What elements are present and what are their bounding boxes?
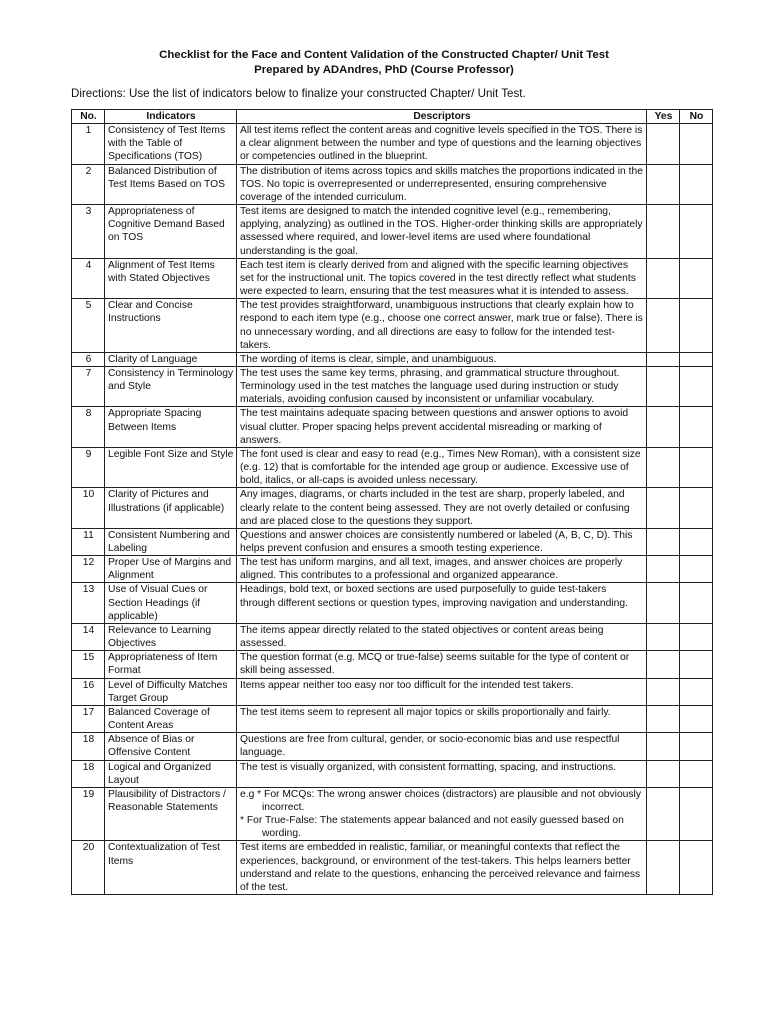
item-number: 11	[72, 528, 105, 555]
descriptor-cell: The question format (e.g. MCQ or true-false) seems suitable for the type of content or skill being assessed.	[237, 651, 647, 678]
table-row	[72, 678, 713, 705]
table-row	[72, 124, 713, 164]
table-row	[72, 488, 713, 528]
item-number: 20	[72, 841, 105, 895]
item-number: 18	[72, 733, 105, 760]
descriptor-cell: The distribution of items across topics and skills matches the proportions indicated in the TOS. No topic is overrepresented or underrepresented, ensuring comprehensive coverage of the intended curriculum.	[237, 164, 647, 204]
item-number: 2	[72, 164, 105, 204]
yes-checkbox-cell[interactable]	[647, 733, 680, 760]
item-number: 15	[72, 651, 105, 678]
descriptor-cell: All test items reflect the content areas and cognitive levels specified in the TOS. There is a clear alignment between the number and type of questions and the learning objectives or competencies outlined in the blueprint.	[237, 124, 647, 164]
no-checkbox-cell[interactable]	[680, 352, 713, 366]
table-row	[72, 556, 713, 583]
no-checkbox-cell[interactable]	[680, 651, 713, 678]
indicator-cell: Absence of Bias or Offensive Content	[105, 733, 237, 760]
table-row	[72, 352, 713, 366]
yes-checkbox-cell[interactable]	[647, 760, 680, 787]
yes-checkbox-cell[interactable]	[647, 705, 680, 732]
no-checkbox-cell[interactable]	[680, 488, 713, 528]
table-row	[72, 787, 713, 841]
directions-text: Directions: Use the list of indicators below to finalize your constructed Chapter/ Unit Test.	[71, 87, 526, 100]
indicator-cell: Proper Use of Margins and Alignment	[105, 556, 237, 583]
column-header-indicators: Indicators	[105, 110, 237, 124]
descriptor-cell: The test provides straightforward, unambiguous instructions that clearly explain how to respond to each item type (e.g., choose one correct answer, mark true or false). There is no unnecessary wording, and all directions are easy to follow for the intended test-takers.	[237, 299, 647, 353]
table-row	[72, 760, 713, 787]
item-number: 10	[72, 488, 105, 528]
descriptor-cell: Headings, bold text, or boxed sections are used purposefully to guide test-takers through different sections or question types, improving navigation and understanding.	[237, 583, 647, 623]
no-checkbox-cell[interactable]	[680, 124, 713, 164]
indicator-cell: Consistent Numbering and Labeling	[105, 528, 237, 555]
column-header-descriptors: Descriptors	[237, 110, 647, 124]
no-checkbox-cell[interactable]	[680, 733, 713, 760]
descriptor-cell: The test items seem to represent all major topics or skills proportionally and fairly.	[237, 705, 647, 732]
item-number: 18	[72, 760, 105, 787]
item-number: 7	[72, 366, 105, 406]
indicator-cell: Legible Font Size and Style	[105, 447, 237, 487]
yes-checkbox-cell[interactable]	[647, 488, 680, 528]
item-number: 14	[72, 623, 105, 650]
item-number: 6	[72, 352, 105, 366]
item-number: 9	[72, 447, 105, 487]
indicator-cell: Contextualization of Test Items	[105, 841, 237, 895]
item-number: 4	[72, 258, 105, 298]
descriptor-cell: Items appear neither too easy nor too difficult for the intended test takers.	[237, 678, 647, 705]
indicator-cell: Clear and Concise Instructions	[105, 299, 237, 353]
item-number: 17	[72, 705, 105, 732]
descriptor-cell	[237, 787, 647, 841]
table-row	[72, 258, 713, 298]
document-subtitle: Prepared by ADAndres, PhD (Course Professor)	[254, 64, 514, 76]
indicator-cell: Level of Difficulty Matches Target Group	[105, 678, 237, 705]
descriptor-cell: Any images, diagrams, or charts included in the test are sharp, properly labeled, and clearly relate to the content being assessed. They are not overly detailed or confusing and are placed close to the questions they support.	[237, 488, 647, 528]
descriptor-cell: The items appear directly related to the stated objectives or content areas being assessed.	[237, 623, 647, 650]
no-checkbox-cell[interactable]	[680, 760, 713, 787]
item-number: 16	[72, 678, 105, 705]
descriptor-cell: Test items are embedded in realistic, familiar, or meaningful contexts that reflect the experiences, background, or environment of the test-takers. This helps learners better understand and relate to the questions, enhancing the perceived relevance and fairness of the test.	[237, 841, 647, 895]
table-row	[72, 583, 713, 623]
yes-checkbox-cell[interactable]	[647, 787, 680, 841]
descriptor-cell: Each test item is clearly derived from and aligned with the specific learning objectives set for the instructional unit. The topics covered in the test directly reflect what students were expected to learn, ensuring that the test measures what it is intended to assess.	[237, 258, 647, 298]
no-checkbox-cell[interactable]	[680, 299, 713, 353]
table-row	[72, 733, 713, 760]
table-row	[72, 164, 713, 204]
descriptor-true-false-note: * For True-False: The statements appear balanced and not easily guessed based on wording.	[240, 815, 624, 840]
indicator-cell: Balanced Distribution of Test Items Based on TOS	[105, 164, 237, 204]
column-header-yes: Yes	[647, 110, 680, 124]
descriptor-cell: Questions are free from cultural, gender, or socio-economic bias and use respectful language.	[237, 733, 647, 760]
descriptor-cell: The test is visually organized, with consistent formatting, spacing, and instructions.	[237, 760, 647, 787]
indicator-cell: Plausibility of Distractors / Reasonable Statements	[105, 787, 237, 841]
no-checkbox-cell[interactable]	[680, 583, 713, 623]
table-row	[72, 366, 713, 406]
indicator-cell: Appropriate Spacing Between Items	[105, 407, 237, 447]
yes-checkbox-cell[interactable]	[647, 528, 680, 555]
table-row	[72, 205, 713, 259]
table-row	[72, 407, 713, 447]
no-checkbox-cell[interactable]	[680, 678, 713, 705]
yes-checkbox-cell[interactable]	[647, 841, 680, 895]
yes-checkbox-cell[interactable]	[647, 124, 680, 164]
yes-checkbox-cell[interactable]	[647, 407, 680, 447]
checklist-table	[71, 109, 713, 895]
no-checkbox-cell[interactable]	[680, 366, 713, 406]
descriptor-cell: The wording of items is clear, simple, and unambiguous.	[237, 352, 647, 366]
descriptor-mcq-note: e.g * For MCQs: The wrong answer choices (distractors) are plausible and not obviously incorrect.	[240, 788, 641, 813]
item-number: 1	[72, 124, 105, 164]
yes-checkbox-cell[interactable]	[647, 623, 680, 650]
no-checkbox-cell[interactable]	[680, 705, 713, 732]
no-checkbox-cell[interactable]	[680, 841, 713, 895]
item-number: 8	[72, 407, 105, 447]
indicator-cell: Relevance to Learning Objectives	[105, 623, 237, 650]
indicator-cell: Appropriateness of Item Format	[105, 651, 237, 678]
no-checkbox-cell[interactable]	[680, 407, 713, 447]
table-header-row	[72, 110, 713, 124]
no-checkbox-cell[interactable]	[680, 258, 713, 298]
table-row	[72, 447, 713, 487]
descriptor-cell: The test uses the same key terms, phrasing, and grammatical structure throughout. Terminology used in the test matches the language used during instruction or study materials, avoiding confusion caused by inconsistent or unfamiliar vocabulary.	[237, 366, 647, 406]
table-row	[72, 651, 713, 678]
descriptor-cell: Questions and answer choices are consistently numbered or labeled (A, B, C, D). This helps prevent confusion and ensures a smooth testing experience.	[237, 528, 647, 555]
indicator-cell: Clarity of Language	[105, 352, 237, 366]
yes-checkbox-cell[interactable]	[647, 258, 680, 298]
indicator-cell: Use of Visual Cues or Section Headings (if applicable)	[105, 583, 237, 623]
indicator-cell: Consistency in Terminology and Style	[105, 366, 237, 406]
indicator-cell: Logical and Organized Layout	[105, 760, 237, 787]
yes-checkbox-cell[interactable]	[647, 366, 680, 406]
descriptor-cell: The test has uniform margins, and all text, images, and answer choices are properly aligned. This contributes to a professional and organized appearance.	[237, 556, 647, 583]
table-row	[72, 841, 713, 895]
no-checkbox-cell[interactable]	[680, 528, 713, 555]
no-checkbox-cell[interactable]	[680, 623, 713, 650]
table-row	[72, 623, 713, 650]
descriptor-cell: The test maintains adequate spacing between questions and answer options to avoid visual clutter. Proper spacing helps prevent accidental misreading or marking of answers.	[237, 407, 647, 447]
yes-checkbox-cell[interactable]	[647, 352, 680, 366]
descriptor-cell: The font used is clear and easy to read (e.g., Times New Roman), with a consistent size (e.g. 12) that is comfortable for the intended age group or audience. Excessive use of bold, italics, or all-caps is avoided unless necessary.	[237, 447, 647, 487]
indicator-cell: Alignment of Test Items with Stated Objectives	[105, 258, 237, 298]
yes-checkbox-cell[interactable]	[647, 164, 680, 204]
item-number: 19	[72, 787, 105, 841]
yes-checkbox-cell[interactable]	[647, 678, 680, 705]
no-checkbox-cell[interactable]	[680, 447, 713, 487]
yes-checkbox-cell[interactable]	[647, 583, 680, 623]
yes-checkbox-cell[interactable]	[647, 447, 680, 487]
item-number: 13	[72, 583, 105, 623]
indicator-cell: Consistency of Test Items with the Table of Specifications (TOS)	[105, 124, 237, 164]
indicator-cell: Appropriateness of Cognitive Demand Based on TOS	[105, 205, 237, 259]
item-number: 5	[72, 299, 105, 353]
table-row	[72, 299, 713, 353]
yes-checkbox-cell[interactable]	[647, 205, 680, 259]
document-title: Checklist for the Face and Content Validation of the Constructed Chapter/ Unit Test	[159, 49, 609, 61]
yes-checkbox-cell[interactable]	[647, 651, 680, 678]
indicator-cell: Clarity of Pictures and Illustrations (if applicable)	[105, 488, 237, 528]
item-number: 12	[72, 556, 105, 583]
table-row	[72, 705, 713, 732]
item-number: 3	[72, 205, 105, 259]
yes-checkbox-cell[interactable]	[647, 299, 680, 353]
column-header-no: No.	[72, 110, 105, 124]
indicator-cell: Balanced Coverage of Content Areas	[105, 705, 237, 732]
descriptor-cell: Test items are designed to match the intended cognitive level (e.g., remembering, applying, analyzing) as outlined in the TOS. Higher-order thinking skills are appropriately assessed where required, and lower-level items are used where foundational understanding is the goal.	[237, 205, 647, 259]
no-checkbox-cell[interactable]	[680, 556, 713, 583]
column-header-no-answer: No	[680, 110, 713, 124]
yes-checkbox-cell[interactable]	[647, 556, 680, 583]
no-checkbox-cell[interactable]	[680, 164, 713, 204]
table-row	[72, 528, 713, 555]
no-checkbox-cell[interactable]	[680, 787, 713, 841]
no-checkbox-cell[interactable]	[680, 205, 713, 259]
